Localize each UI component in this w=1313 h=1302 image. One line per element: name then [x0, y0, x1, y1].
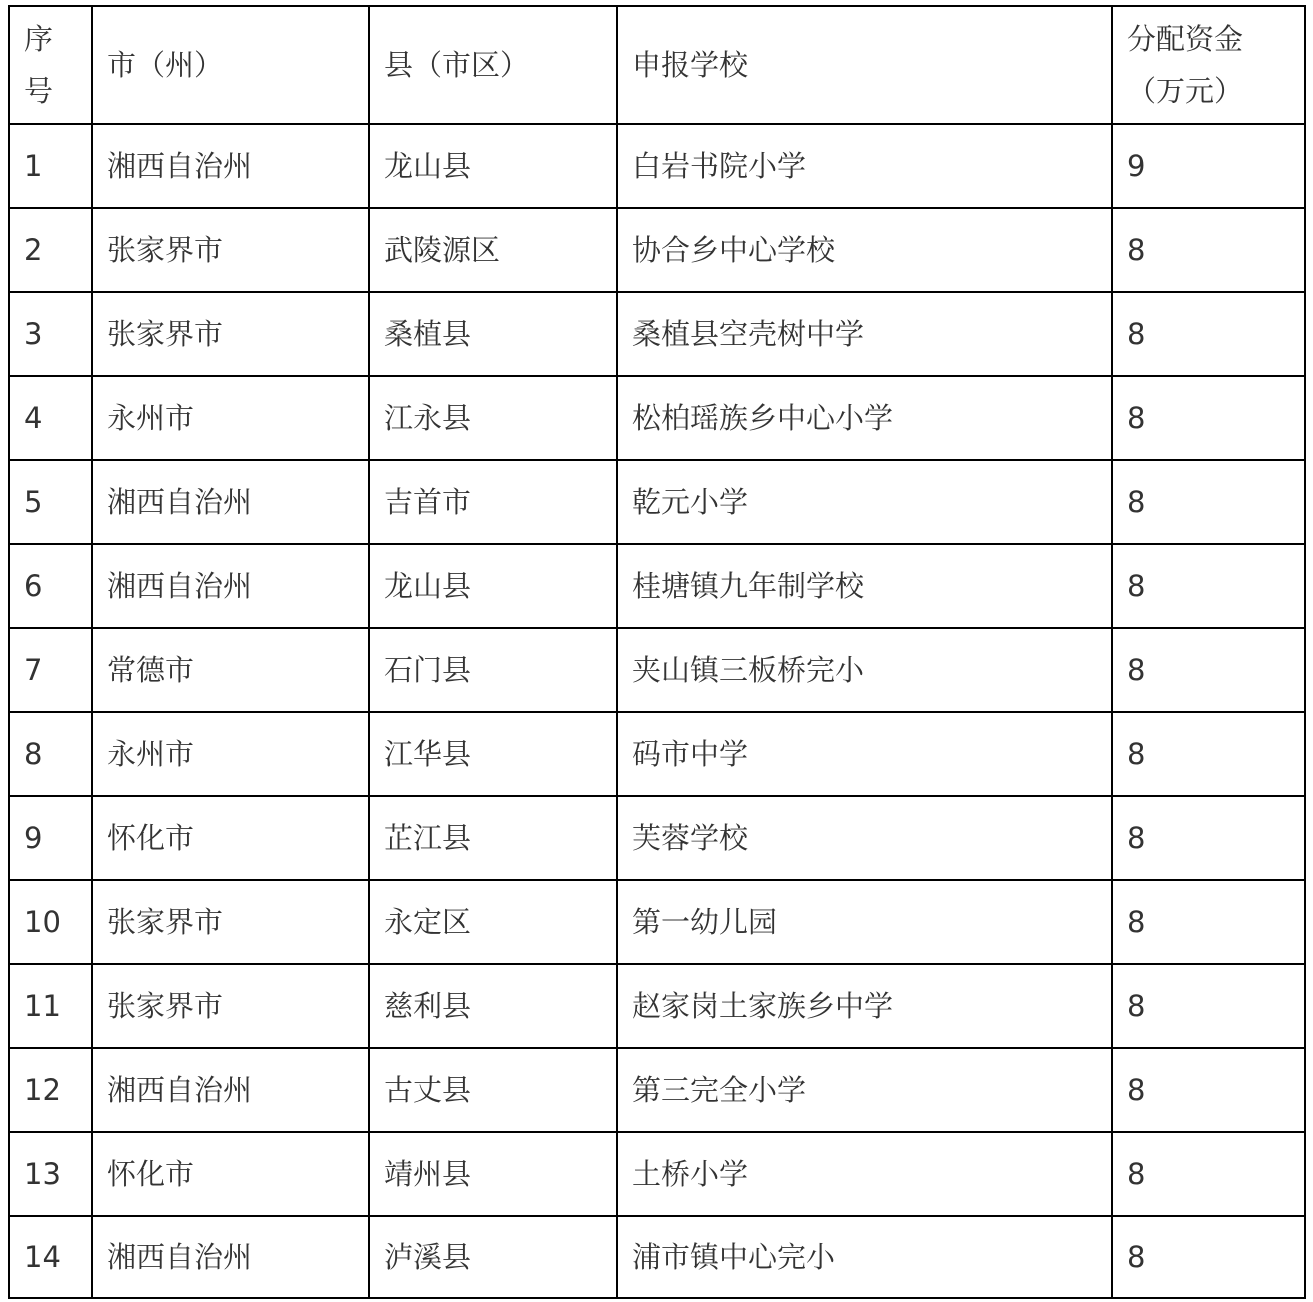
- cell-county: 古丈县: [369, 1048, 617, 1132]
- cell-index: 7: [9, 628, 92, 712]
- cell-index: 12: [9, 1048, 92, 1132]
- cell-county: 慈利县: [369, 964, 617, 1048]
- cell-funding: 8: [1112, 460, 1305, 544]
- cell-school: 芙蓉学校: [617, 796, 1112, 880]
- cell-county: 龙山县: [369, 544, 617, 628]
- header-city: 市（州）: [92, 6, 369, 124]
- cell-city: 永州市: [92, 376, 369, 460]
- cell-city: 张家界市: [92, 964, 369, 1048]
- header-county: 县（市区）: [369, 6, 617, 124]
- cell-city: 湘西自治州: [92, 1048, 369, 1132]
- table-row: [9, 208, 1305, 292]
- cell-county: 永定区: [369, 880, 617, 964]
- cell-funding: 8: [1112, 1048, 1305, 1132]
- cell-index: 6: [9, 544, 92, 628]
- cell-school: 码市中学: [617, 712, 1112, 796]
- cell-county: 江华县: [369, 712, 617, 796]
- cell-county: 武陵源区: [369, 208, 617, 292]
- cell-school: 夹山镇三板桥完小: [617, 628, 1112, 712]
- cell-funding: 9: [1112, 124, 1305, 208]
- cell-index: 8: [9, 712, 92, 796]
- cell-school: 桂塘镇九年制学校: [617, 544, 1112, 628]
- cell-county: 桑植县: [369, 292, 617, 376]
- cell-school: 土桥小学: [617, 1132, 1112, 1216]
- cell-city: 湘西自治州: [92, 460, 369, 544]
- cell-county: 龙山县: [369, 124, 617, 208]
- cell-city: 湘西自治州: [92, 1216, 369, 1298]
- cell-funding: 8: [1112, 208, 1305, 292]
- cell-funding: 8: [1112, 796, 1305, 880]
- table-row: [9, 544, 1305, 628]
- cell-city: 怀化市: [92, 796, 369, 880]
- cell-county: 吉首市: [369, 460, 617, 544]
- table-row: [9, 1132, 1305, 1216]
- table-row: [9, 712, 1305, 796]
- cell-index: 14: [9, 1216, 92, 1298]
- cell-school: 赵家岗土家族乡中学: [617, 964, 1112, 1048]
- cell-funding: 8: [1112, 1216, 1305, 1298]
- header-school: 申报学校: [617, 6, 1112, 124]
- cell-index: 13: [9, 1132, 92, 1216]
- cell-school: 白岩书院小学: [617, 124, 1112, 208]
- cell-city: 永州市: [92, 712, 369, 796]
- cell-school: 浦市镇中心完小: [617, 1216, 1112, 1298]
- table-row: [9, 796, 1305, 880]
- cell-county: 靖州县: [369, 1132, 617, 1216]
- table-row: [9, 292, 1305, 376]
- cell-school: 协合乡中心学校: [617, 208, 1112, 292]
- table-header-row: [9, 6, 1305, 124]
- cell-school: 第三完全小学: [617, 1048, 1112, 1132]
- cell-funding: 8: [1112, 376, 1305, 460]
- cell-city: 怀化市: [92, 1132, 369, 1216]
- cell-funding: 8: [1112, 712, 1305, 796]
- cell-funding: 8: [1112, 544, 1305, 628]
- cell-county: 江永县: [369, 376, 617, 460]
- header-index: 序号: [9, 6, 92, 124]
- cell-index: 3: [9, 292, 92, 376]
- cell-index: 4: [9, 376, 92, 460]
- cell-city: 张家界市: [92, 208, 369, 292]
- header-funding: 分配资金（万元）: [1112, 6, 1305, 124]
- cell-funding: 8: [1112, 1132, 1305, 1216]
- cell-funding: 8: [1112, 880, 1305, 964]
- table-row: [9, 964, 1305, 1048]
- table-row: [9, 880, 1305, 964]
- table-row: [9, 376, 1305, 460]
- cell-city: 湘西自治州: [92, 544, 369, 628]
- cell-county: 泸溪县: [369, 1216, 617, 1298]
- cell-county: 石门县: [369, 628, 617, 712]
- cell-funding: 8: [1112, 964, 1305, 1048]
- table-row: [9, 124, 1305, 208]
- cell-school: 第一幼儿园: [617, 880, 1112, 964]
- table-row: [9, 1216, 1305, 1298]
- cell-county: 芷江县: [369, 796, 617, 880]
- cell-school: 乾元小学: [617, 460, 1112, 544]
- allocation-table: [8, 5, 1306, 1299]
- cell-city: 张家界市: [92, 292, 369, 376]
- allocation-table-container: [8, 5, 1304, 1299]
- cell-city: 湘西自治州: [92, 124, 369, 208]
- cell-school: 桑植县空壳树中学: [617, 292, 1112, 376]
- table-row: [9, 460, 1305, 544]
- cell-funding: 8: [1112, 292, 1305, 376]
- cell-index: 1: [9, 124, 92, 208]
- cell-funding: 8: [1112, 628, 1305, 712]
- cell-index: 2: [9, 208, 92, 292]
- cell-city: 张家界市: [92, 880, 369, 964]
- table-row: [9, 1048, 1305, 1132]
- cell-index: 9: [9, 796, 92, 880]
- cell-index: 11: [9, 964, 92, 1048]
- table-row: [9, 628, 1305, 712]
- cell-index: 10: [9, 880, 92, 964]
- cell-index: 5: [9, 460, 92, 544]
- cell-city: 常德市: [92, 628, 369, 712]
- cell-school: 松柏瑶族乡中心小学: [617, 376, 1112, 460]
